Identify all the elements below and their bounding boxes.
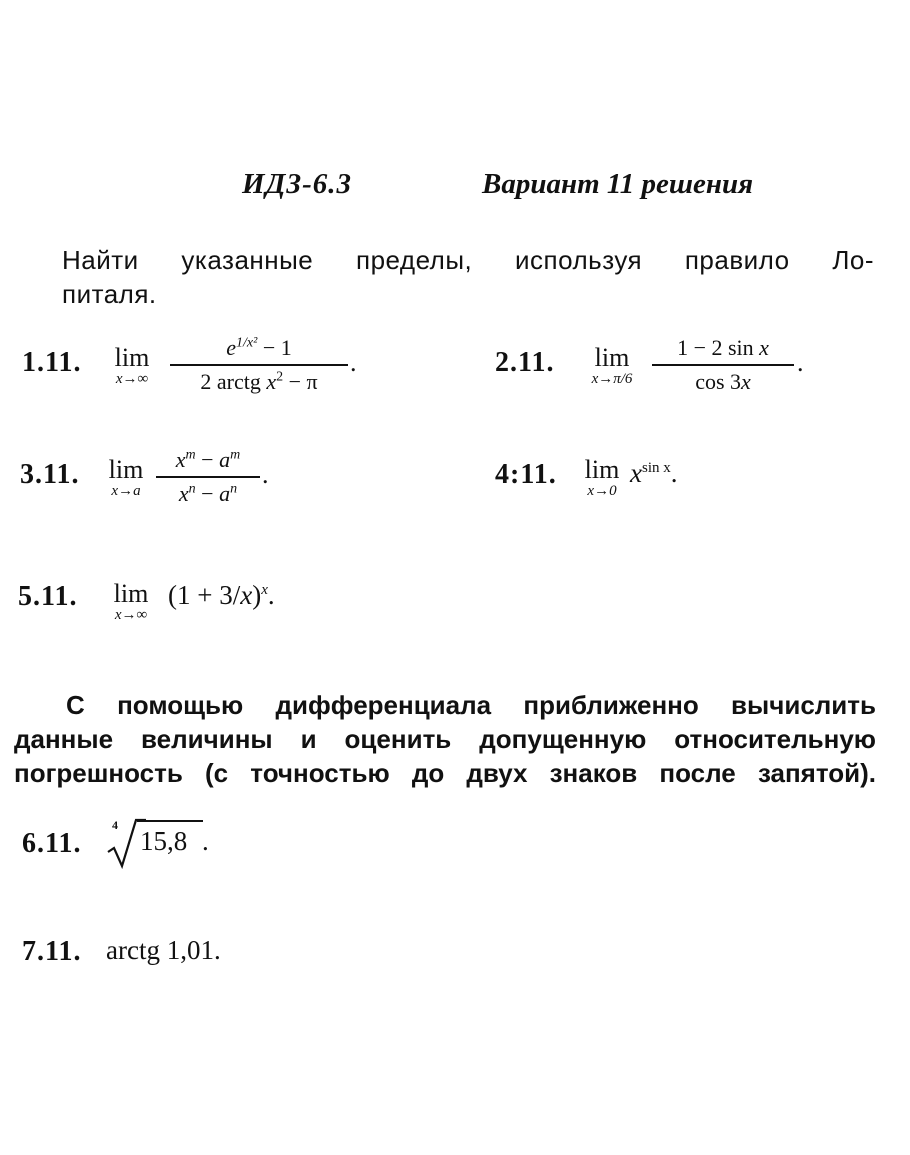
fraction (156, 446, 260, 508)
fraction-numerator: $x^m - a^m$ (175, 447, 241, 472)
lim-word: lim (108, 455, 144, 484)
end-period: . (202, 826, 209, 856)
limit-operator (578, 457, 626, 499)
problem-number: 6.11. (22, 828, 82, 859)
limit-operator (100, 457, 152, 499)
lim-subscript: x→∞ (114, 607, 148, 623)
fraction-denominator: 2 arctg $x^2 - \pi$ (200, 369, 318, 394)
header-variant: Вариант 11 решения (482, 168, 754, 200)
fraction-numerator: 1 − 2 sin x (677, 335, 769, 360)
power-expression: $x^{sin x}$. (630, 458, 678, 488)
instruction-line-2: питаля. (62, 279, 157, 309)
lim-subscript: x→a (111, 483, 141, 499)
instruction2-line-1: С помощью дифференциала приближенно вычислить (66, 690, 876, 720)
problem-number: 4:11. (495, 459, 557, 490)
end-period: . (262, 460, 269, 489)
fraction-bar (652, 364, 794, 366)
end-period: . (350, 348, 357, 377)
lim-subscript: x→∞ (115, 371, 149, 387)
lim-word: lim (114, 343, 150, 372)
problem-number: 1.11. (22, 347, 82, 378)
instruction2-line-3: погрешность (с точностью до двух знаков после запятой). (14, 758, 876, 788)
fraction-numerator: $e^{1/x^2} - 1$ (226, 335, 292, 360)
end-period: . (797, 348, 804, 377)
radical-expression (106, 814, 226, 870)
problem-number: 3.11. (20, 459, 80, 490)
lim-word: lim (594, 343, 630, 372)
instruction2-line-2: данные величины и оценить допущенную относительную (14, 724, 876, 754)
fraction-bar (156, 476, 260, 478)
problem-number: 7.11. (22, 936, 82, 967)
fraction (170, 334, 348, 396)
lim-word: lim (113, 579, 149, 608)
fraction (652, 334, 794, 396)
limit-operator (576, 345, 648, 387)
fraction-denominator: cos 3x (695, 369, 751, 394)
power-expression: $(1 + 3/x)^x$. (168, 580, 275, 610)
limit-operator (104, 345, 160, 387)
fraction-denominator: $x^n - a^n$ (178, 481, 238, 506)
problem-number: 2.11. (495, 347, 555, 378)
root-index: 4 (112, 818, 118, 832)
limit-operator (102, 581, 160, 623)
lim-subscript: x→0 (587, 483, 617, 499)
vinculum (137, 820, 203, 822)
radicand: 15,8 (140, 826, 188, 856)
problem-number: 5.11. (18, 581, 78, 612)
instruction-line-1: Найти указанные пределы, используя правило Ло- (62, 245, 874, 275)
lim-subscript: x→π/6 (591, 371, 633, 387)
lim-word: lim (584, 455, 620, 484)
header-code: ИДЗ-6.3 (242, 168, 353, 200)
arctg-expression: arctg 1,01. (106, 935, 221, 965)
fraction-bar (170, 364, 348, 366)
